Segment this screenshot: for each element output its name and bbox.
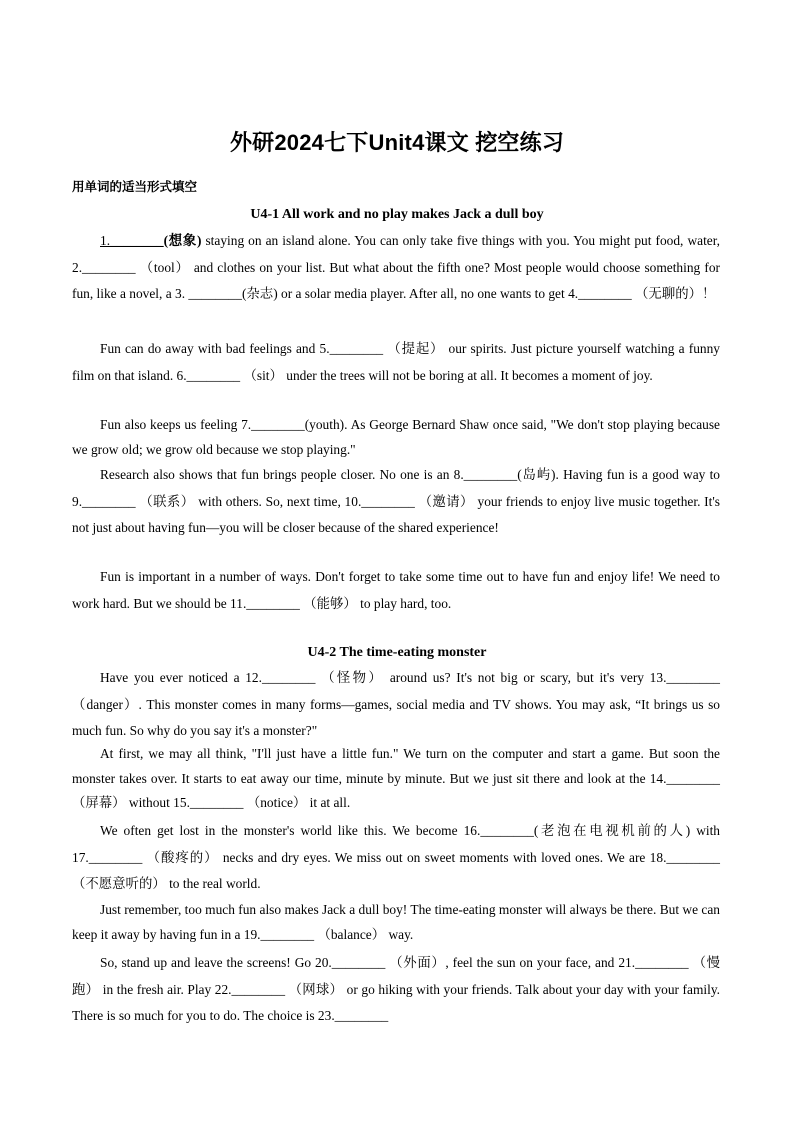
section1-title: U4-1 All work and no play makes Jack a dull boy [250,207,544,222]
section2-paragraph-2: At first, we may all think, "I'll just have a little fun." We turn on the computer and start a game. But soon the monster takes over. It starts to eat away our time, minute by minute. But we just sit there and look at the 14.________ （屏幕） without 15.________ （notice） it at all. [72,746,720,811]
instruction: 用单词的适当形式填空 [72,179,198,194]
section1-paragraph-3: Fun also keeps us feeling 7.________(youth). As George Bernard Shaw once said, "We don't stop playing because we grow old; we grow old because we stop playing." [72,417,720,457]
section1-paragraph-5: Fun is important in a number of ways. Don't forget to take some time out to have fun and enjoy life! We need to work hard. But we should be 11.________ （能够） to play hard, too. [72,569,720,611]
hint-1: (想象) [163,233,202,248]
section1-paragraph-4: Research also shows that fun brings people closer. No one is an 8.________(岛屿). Having fun is a good way to 9.________ （联系） with others. So, next time, 10.________ （邀请） your friends to enjoy live music together. It's not just about having fun—you will be closer because of the shared experience! [72,467,720,536]
section2-paragraph-5: So, stand up and leave the screens! Go 20.________ （外面）, feel the sun on your face, and 21.________ （慢跑） in the fresh air. Play 22.________ （网球） or go hiking with your friends. Talk about your day with your family. There is so much for you to do. The choice is 23.________ [72,955,720,1024]
section2-paragraph-1: Have you ever noticed a 12.________ （怪物） around us? It's not big or scary, but it's very 13.________ （danger）. This monster comes in many forms—games, social media and TV shows. You may ask, “It brings us so much fun. So why do you say it's a monster?" [72,670,720,739]
document-title: 外研2024七下Unit4课文 挖空练习 [229,130,565,155]
section1-paragraph-2: Fun can do away with bad feelings and 5.________ （提起） our spirits. Just picture yourself watching a funny film on that island. 6.________ （sit） under the trees will not be boring at all. It becomes a moment of joy. [72,341,720,383]
blank-1: 1.________ [100,233,164,248]
section1-paragraph-1 [72,228,720,308]
section2-paragraph-4: Just remember, too much fun also makes Jack a dull boy! The time-eating monster will always be there. But we can keep it away by having fun in a 19.________ （balance） way. [72,902,720,942]
section2-title: U4-2 The time-eating monster [307,645,487,660]
section2-paragraph-3: We often get lost in the monster's world like this. We become 16.________(老泡在电视机前的人) with 17.________ （酸疼的） necks and dry eyes. We miss out on sweet moments with loved ones. We are 18.________ （不愿意听的） to the real world. [72,823,720,892]
section1-paragraph-1-text: staying on an island alone. You can only take five things with you. You might put food, water, 2.________ （tool） and clothes on your list. But what about the fifth one? Most people would choose something for fun, like a novel, a 3. ________(杂志) or a solar media player. After all, no one wants to get 4.________ （无聊的）！ [72,233,720,302]
